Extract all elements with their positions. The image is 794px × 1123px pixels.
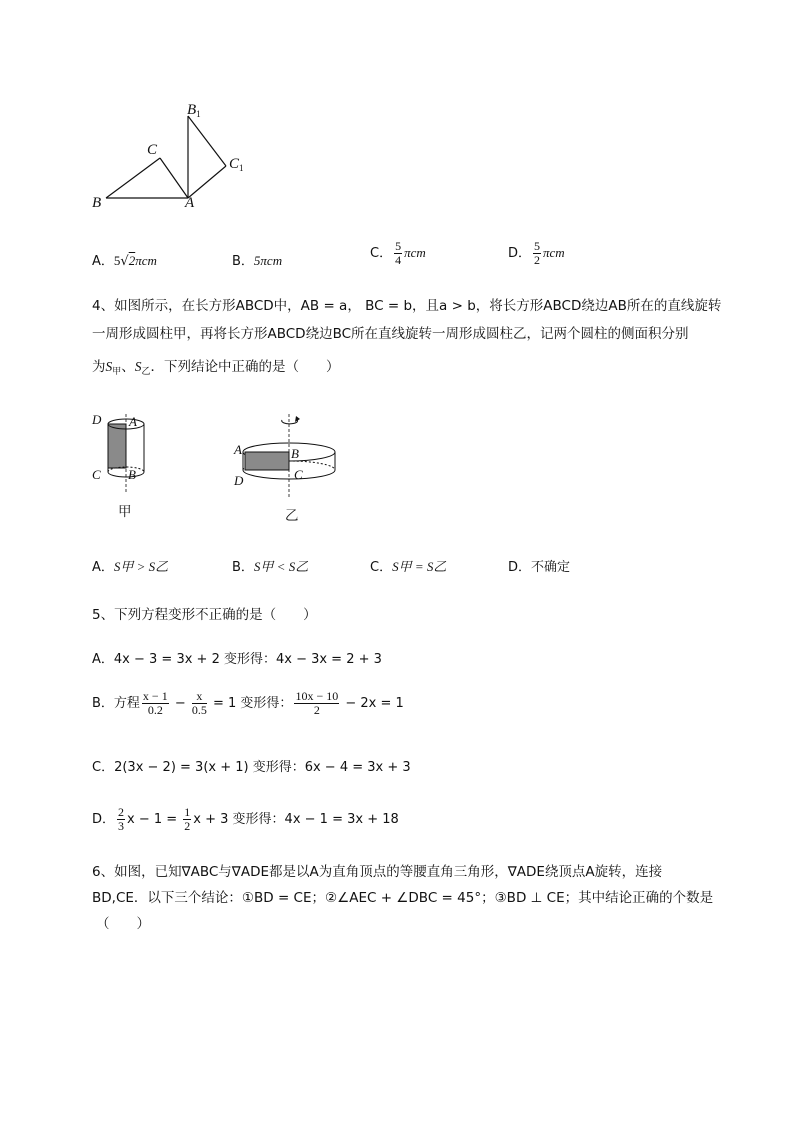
q6-stem-line2: BD,CE．以下三个结论：①BD = CE；②∠AEC + ∠DBC = 45°；③BD ⊥ CE；其中结论正确的个数是 [92,890,714,906]
q5-option-c[interactable]: C．2(3x − 2) = 3(x + 1) 变形得：6x − 4 = 3x + 3 [92,760,411,775]
jia-caption: 甲 [118,504,132,520]
yi-label-B: B [291,446,299,461]
point-label-C: C [147,142,158,158]
yi-caption: 乙 [285,508,299,524]
point-label-A: A [185,195,195,211]
jia-label-D: D [92,412,102,427]
q4-option-d[interactable]: D．不确定 [508,560,571,575]
q3-option-c[interactable]: C． $\frac{5}{4}$ πcm [370,239,426,267]
q4-stem-line2: 一周形成圆柱甲，再将长方形ABCD绕边BC所在直线旋转一周形成圆柱乙，记两个圆柱的侧面积分别 [92,326,689,342]
q5-stem: 5、下列方程变形不正确的是（ ） [92,607,317,623]
jia-label-A: A [129,414,137,429]
q3-option-d[interactable]: D． $\frac{5}{2}$ πcm [508,239,565,267]
jia-label-C: C [92,467,101,482]
segment-CA [160,158,188,198]
yi-label-C: C [294,467,303,482]
shaded-rectangle [108,424,126,468]
shaded-rectangle [245,452,289,470]
q4-stem-line1: 4、如图所示，在长方形ABCD中，AB = a， BC = b，且a > b，将长方形ABCD绕边AB所在的直线旋转 [92,298,722,314]
q5-option-b[interactable]: B．方程 $\frac{x - 1}{0.2}$ − $\frac{x}{0.5}$ = 1 变形得： $\frac{10x - 10}{2}$ − 2x = 1 [92,689,404,717]
q3-option-b[interactable]: B．5πcm [232,253,283,269]
point-label-B: B [92,195,102,211]
q4-option-a[interactable]: A．S甲 > S乙 [92,559,169,575]
point-label-C1: $C_1$ [229,156,244,173]
jia-label-B: B [128,467,136,482]
q5-option-a[interactable]: A．4x − 3 = 3x + 2 变形得：4x − 3x = 2 + 3 [92,652,382,667]
q4-option-b[interactable]: B．S甲 < S乙 [232,559,309,575]
segment-C1A [188,166,226,198]
q6-stem-line3: （ ） [96,916,150,932]
segment-BC [106,158,160,198]
yi-label-D: D [234,473,244,488]
q5-option-d[interactable]: D． $\frac{2}{3}$ x − 1 = $\frac{1}{2}$ x + 3 变形得：4x − 1 = 3x + 18 [92,805,399,833]
q6-stem-line1: 6、如图，已知∇ABC与∇ADE都是以A为直角顶点的等腰直角三角形，∇ADE绕顶点A旋转，连接 [92,864,663,880]
yi-label-A: A [234,442,242,457]
q3-option-a[interactable]: A．5√2πcm [92,253,157,269]
point-label-B1: $B_1$ [187,102,201,119]
q4-option-c[interactable]: C．S甲 = S乙 [370,559,447,575]
segment-B1C1 [188,116,226,166]
q4-stem-line3: 为$S_甲$、$S_乙$．下列结论中正确的是（ ） [92,359,340,377]
